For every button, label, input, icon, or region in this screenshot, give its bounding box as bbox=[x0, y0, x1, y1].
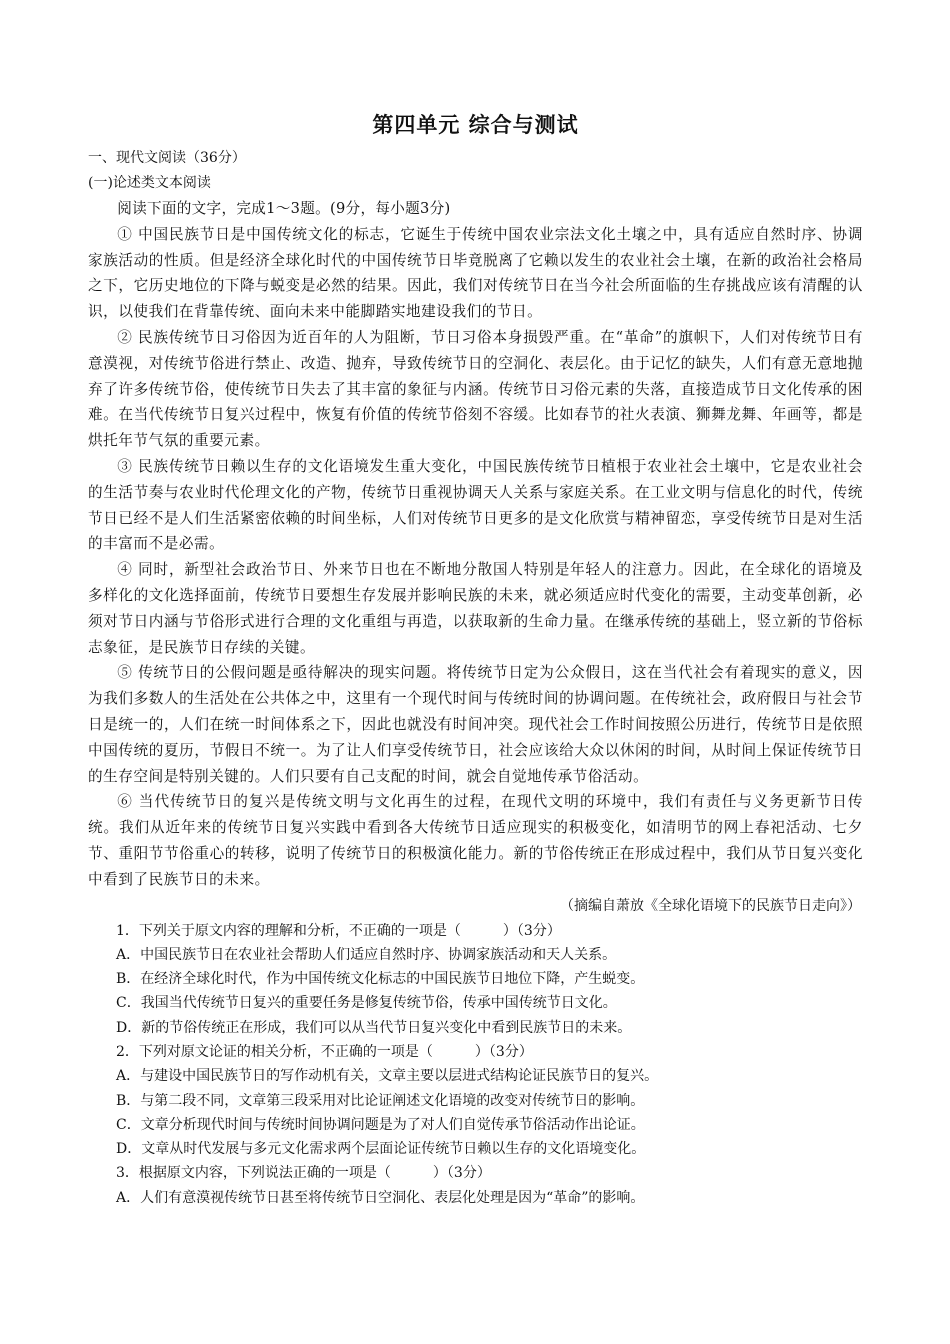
paragraph-1: ① 中国民族节日是中国传统文化的标志，它诞生于传统中国农业宗法文化土壤之中，具有适应自然时序、协调家族活动的性质。但是经济全球化时代的中国传统节日毕竟脱离了它赖以发生的农业社会土壤，在新的政治社会格局之下，它历史地位的下降与蜕变是必然的结果。因此，我们对传统节日在当今社会所面临的生存挑战应该有清醒的认识，以使我们在背靠传统、面向未来中能脚踏实地建设我们的节日。 bbox=[88, 225, 863, 321]
paragraph-5: ⑤ 传统节日的公假问题是亟待解决的现实问题。将传统节日定为公众假日，这在当代社会有着现实的意义，因为我们多数人的生活处在公共体之中，这里有一个现代时间与传统时间的协调问题。在传统社会，政府假日与社会节日是统一的，人们在统一时间体系之下，因此也就没有时间冲突。现代社会工作时间按照公历进行，传统节日是依照中国传统的夏历，节假日不统一。为了让人们享受传统节日，社会应该给大众以休闲的时间，从时间上保证传统节日的生存空间是特别关键的。人们只要有自己支配的时间，就会自觉地传承节俗活动。 bbox=[88, 664, 863, 785]
question-2-option-a: A．与建设中国民族节日的写作动机有关，文章主要以层进式结构论证民族节日的复兴。 bbox=[116, 1068, 659, 1085]
paragraph-3: ③ 民族传统节日赖以生存的文化语境发生重大变化，中国民族传统节日植根于农业社会土壤中，它是农业社会的生活节奏与农业时代伦理文化的产物，传统节日重视协调天人关系与家庭关系。在工业文明与信息化的时代，传统节日已经不是人们生活紧密依赖的时间坐标，人们对传统节日更多的是文化欣赏与精神留恋，享受传统节日是对生活的丰富而不是必需。 bbox=[88, 457, 863, 553]
question-2-stem: 2．下列对原文论证的相关分析，不正确的一项是（ ）（3分） bbox=[116, 1044, 533, 1060]
paragraph-4: ④ 同时，新型社会政治节日、外来节日也在不断地分散国人特别是年轻人的注意力。因此，在全球化的语境及多样化的文化选择面前，传统节日要想生存发展并影响民族的未来，就必须适应时代变化的需要，主动变革创新，必须对节日内涵与节俗形式进行合理的文化重组与再造，以获取新的生命力量。在继承传统的基础上，竖立新的节俗标志象征，是民族节日存续的关键。 bbox=[88, 561, 863, 656]
question-3-option-a: A．人们有意漠视传统节日甚至将传统节日空洞化、表层化处理是因为“革命”的影响。 bbox=[116, 1189, 645, 1206]
instruction-text: 阅读下面的文字，完成1～3题。(9分，每小题3分) bbox=[117, 200, 451, 217]
question-2-option-b: B．与第二段不同，文章第三段采用对比论证阐述文化语境的改变对传统节日的影响。 bbox=[116, 1092, 645, 1109]
question-2-option-c: C．文章分析现代时间与传统时间协调问题是为了对人们自觉传承节俗活动作出论证。 bbox=[116, 1116, 645, 1133]
question-1-stem: 1．下列关于原文内容的理解和分析，不正确的一项是（ ）（3分） bbox=[116, 922, 561, 939]
question-2-option-d: D．文章从时代发展与多元文化需求两个层面论证传统节日赖以生存的文化语境变化。 bbox=[116, 1141, 646, 1158]
question-1-option-a: A．中国民族节日在农业社会帮助人们适应自然时序、协调家族活动和天人关系。 bbox=[116, 946, 617, 963]
paragraph-6: ⑥ 当代传统节日的复兴是传统文明与文化再生的过程，在现代文明的环境中，我们有责任与义务更新节日传统。我们从近年来的传统节日复兴实践中看到各大传统节日适应现实的积极变化，如清明节的网上春祀活动、七夕节、重阳节节俗重心的转移，说明了传统节日的积极演化能力。新的节俗传统正在形成过程中，我们从节日复兴变化中看到了民族节日的未来。 bbox=[88, 793, 863, 888]
paragraph-2: ② 民族传统节日习俗因为近百年的人为阻断，节日习俗本身损毁严重。在“革命”的旗帜下，人们对传统节日有意漠视，对传统节俗进行禁止、改造、抛弃，导致传统节日的空洞化、表层化。由于记忆的缺失，人们有意无意地抛弃了许多传统节俗，使传统节日失去了其丰富的象征与内涵。传统节日习俗元素的失落，直接造成节日文化传承的困难。在当代传统节日复兴过程中，恢复有价值的传统节俗刻不容缓。比如春节的社火表演、狮舞龙舞、年画等，都是烘托年节气氛的重要元素。 bbox=[88, 328, 863, 450]
section-heading: 一、现代文阅读（36分） bbox=[88, 150, 246, 166]
question-3-stem: 3．根据原文内容，下列说法正确的一项是（ ）（3分） bbox=[116, 1165, 491, 1182]
document-page bbox=[88, 110, 863, 1210]
question-1-option-c: C．我国当代传统节日复兴的重要任务是修复传统节俗，传承中国传统节日文化。 bbox=[116, 995, 617, 1012]
page-title: 第四单元 综合与测试 bbox=[372, 113, 579, 137]
subsection-heading: (一)论述类文本阅读 bbox=[88, 175, 211, 191]
question-1-option-d: D．新的节俗传统正在形成，我们可以从当代节日复兴变化中看到民族节日的未来。 bbox=[116, 1019, 632, 1036]
source-citation: （摘编自萧放《全球化语境下的民族节日走向》） bbox=[560, 897, 861, 914]
question-1-option-b: B．在经济全球化时代，作为中国传统文化标志的中国民族节日地位下降，产生蜕变。 bbox=[116, 971, 645, 988]
